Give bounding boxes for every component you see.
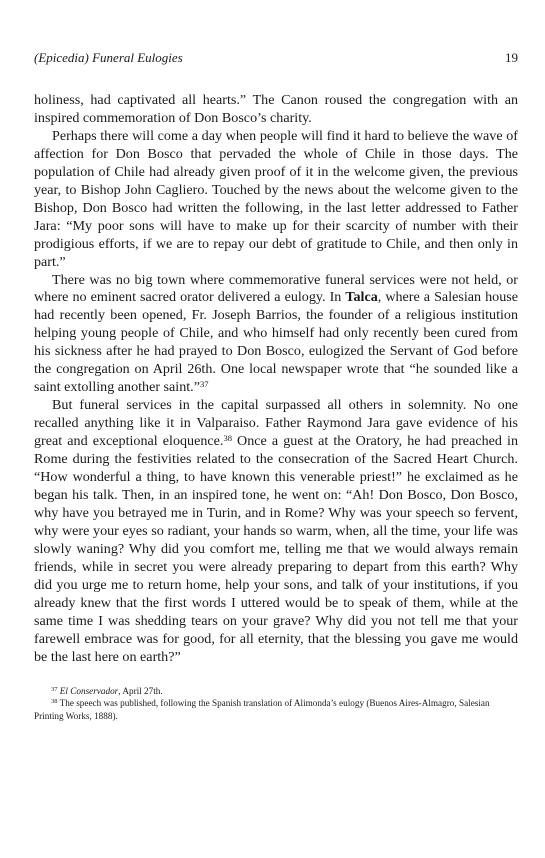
paragraph-1: holiness, had captivated all hearts.” The Canon roused the congregation with an inspired commemoration of Don Bosco’s charity. <box>34 92 518 126</box>
footnote-37-text: , April 27th. <box>118 685 163 696</box>
footnote-38 <box>34 697 518 722</box>
footnote-37 <box>34 685 518 698</box>
footnote-37-source: El Conservador <box>59 685 119 696</box>
paragraph-4 <box>34 397 518 666</box>
footnote-38-number: 38 <box>51 698 58 705</box>
paragraph-2: Perhaps there will come a day when people will find it hard to believe the wave of affection for Don Bosco that pervaded the whole of Chile in those days. The population of Chile had already given proof of it in the welcome given, the previous year, to Bishop John Cagliero. Touched by the news about the welcome given to the Bishop, Don Bosco had written the following, in the last letter addressed to Father Jara: “My poor sons will have to make up for their scarcity of number with their prodigious efforts, if we are to repay our debt of gratitude to Chile, and then only in part.” <box>34 127 518 270</box>
paragraph-4-text-a: But funeral services in the capital surpassed all others in solemnity. No one recalled anything like it in Valparaiso. Father Raymond Jara gave evidence of his great and exceptional eloquence. <box>34 397 518 450</box>
footnote-ref-38: 38 <box>223 433 232 444</box>
place-name-talca: Talca <box>345 289 378 306</box>
running-head <box>34 50 518 72</box>
book-page <box>34 50 518 722</box>
footnote-37-number: 37 <box>51 685 58 693</box>
paragraph-3-text-b: , where a Salesian house had recently been opened, Fr. Joseph Barrios, the founder of a religious institution helping young people of Chile, and who himself had only recently been cured from his sickness after he had prayed to Don Bosco, eulogized the Servant of God before the congregation on April 26th. One local newspaper wrote that “he sounded like a saint extolling another saint.” <box>34 289 518 396</box>
footnotes <box>34 685 518 723</box>
paragraph-3-text-a: There was no big town where commemorative funeral services were not held, or where no eminent sacred orator delivered a eulogy. In <box>34 271 518 306</box>
paragraph-4-text-b: Once a guest at the Oratory, he had preached in Rome during the festivities related to the consecration of the Sacred Heart Church. “How wonderful a thing, to have known this venerable priest!” he exclaimed as he began his talk. Then, in an inspired tone, he went on: “Ah! Don Bosco, Don Bosco, why have you betrayed me in Turin, and in Rome? Why was your speech so fervent, why were your eyes so radiant, your hands so warm, when, all the time, your life was slowly waning? Why did you comfort me, telling me that we would always remain friends, while in secret you were already preparing to depart from this earth? Why did you urge me to return home, help your sons, and talk of your institutions, if you already knew that the first words I uttered would be to speak of them, while at the same time I was shedding tears on your grave? Why did you not tell me that your farewell embrace was for good, for all eternity, that the blessing you gave me would be the last here on earth?” <box>34 433 518 665</box>
paragraph-3 <box>34 272 518 398</box>
footnote-ref-37: 37 <box>199 379 209 390</box>
footnote-38-text: The speech was published, following the Spanish translation of Alimonda’s eulogy (Buenos Aires-Almagro, Salesian Printing Works, 1888). <box>34 698 490 721</box>
body-text <box>34 92 518 667</box>
running-head-title: (Epicedia) Funeral Eulogies <box>34 50 183 65</box>
page-number: 19 <box>505 50 518 65</box>
